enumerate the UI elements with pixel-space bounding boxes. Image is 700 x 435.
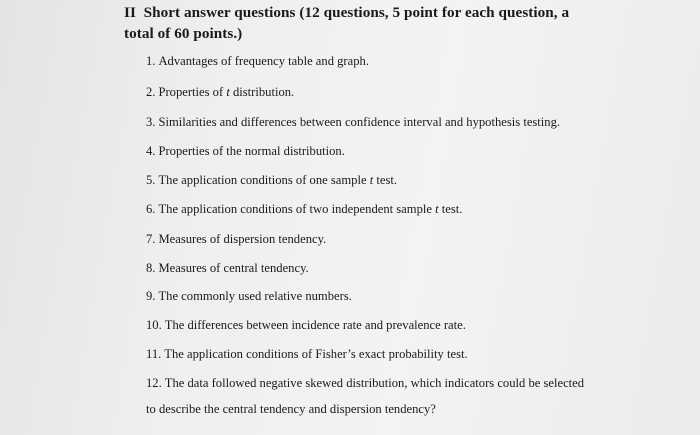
question-number: 11.: [146, 347, 162, 361]
question-text-italic: t: [369, 173, 374, 187]
question-9: [146, 288, 352, 305]
question-10: [146, 317, 466, 334]
question-number: 6.: [146, 202, 156, 216]
question-number: 12.: [146, 376, 162, 390]
question-1: [146, 53, 369, 70]
question-text-italic: t: [226, 85, 230, 99]
question-text: The commonly used relative numbers.: [158, 289, 352, 303]
question-number: 10.: [146, 318, 162, 332]
question-4: [146, 143, 345, 160]
question-text-post: test.: [373, 173, 397, 187]
question-number: 9.: [146, 289, 156, 303]
question-text: Properties of the normal distribution.: [158, 144, 345, 158]
section-heading-line2: total of 60 points.): [124, 25, 243, 42]
question-text: Measures of central tendency.: [158, 261, 309, 275]
question-text: Advantages of frequency table and graph.: [158, 54, 369, 68]
question-7: [146, 231, 326, 248]
question-text-pre: The application conditions of two independent sample: [158, 202, 436, 216]
question-text-post: distribution.: [229, 85, 295, 99]
question-text: Similarities and differences between confidence interval and hypothesis testing.: [158, 115, 561, 129]
question-3: [146, 114, 560, 131]
question-12: [146, 375, 584, 392]
question-number: 2.: [146, 85, 156, 99]
question-number: 3.: [146, 115, 156, 129]
question-text-italic: t: [435, 202, 439, 216]
question-6: [146, 201, 462, 218]
question-number: 1.: [146, 54, 156, 68]
question-text-post: test.: [438, 202, 463, 216]
question-number: 7.: [146, 232, 156, 246]
question-number: 8.: [146, 261, 156, 275]
question-12-continuation: to describe the central tendency and dispersion tendency?: [146, 402, 436, 416]
question-11: [146, 346, 468, 363]
question-text: Measures of dispersion tendency.: [158, 232, 327, 246]
section-heading-line1: II Short answer questions (12 questions, 5 point for each question, a: [124, 4, 570, 21]
document-body: [124, 2, 684, 416]
question-text: The application conditions of Fisher’s exact probability test.: [164, 347, 468, 361]
question-text: The data followed negative skewed distribution, which indicators could be selected: [164, 376, 585, 390]
question-number: 4.: [146, 144, 156, 158]
section-heading: [124, 2, 684, 44]
question-text-pre: Properties of: [158, 85, 227, 99]
question-2: [146, 84, 294, 101]
question-number: 5.: [146, 173, 156, 187]
question-text-pre: The application conditions of one sample: [158, 173, 370, 187]
question-8: [146, 260, 309, 277]
question-5: [146, 172, 397, 189]
question-text: The differences between incidence rate and prevalence rate.: [164, 318, 466, 332]
